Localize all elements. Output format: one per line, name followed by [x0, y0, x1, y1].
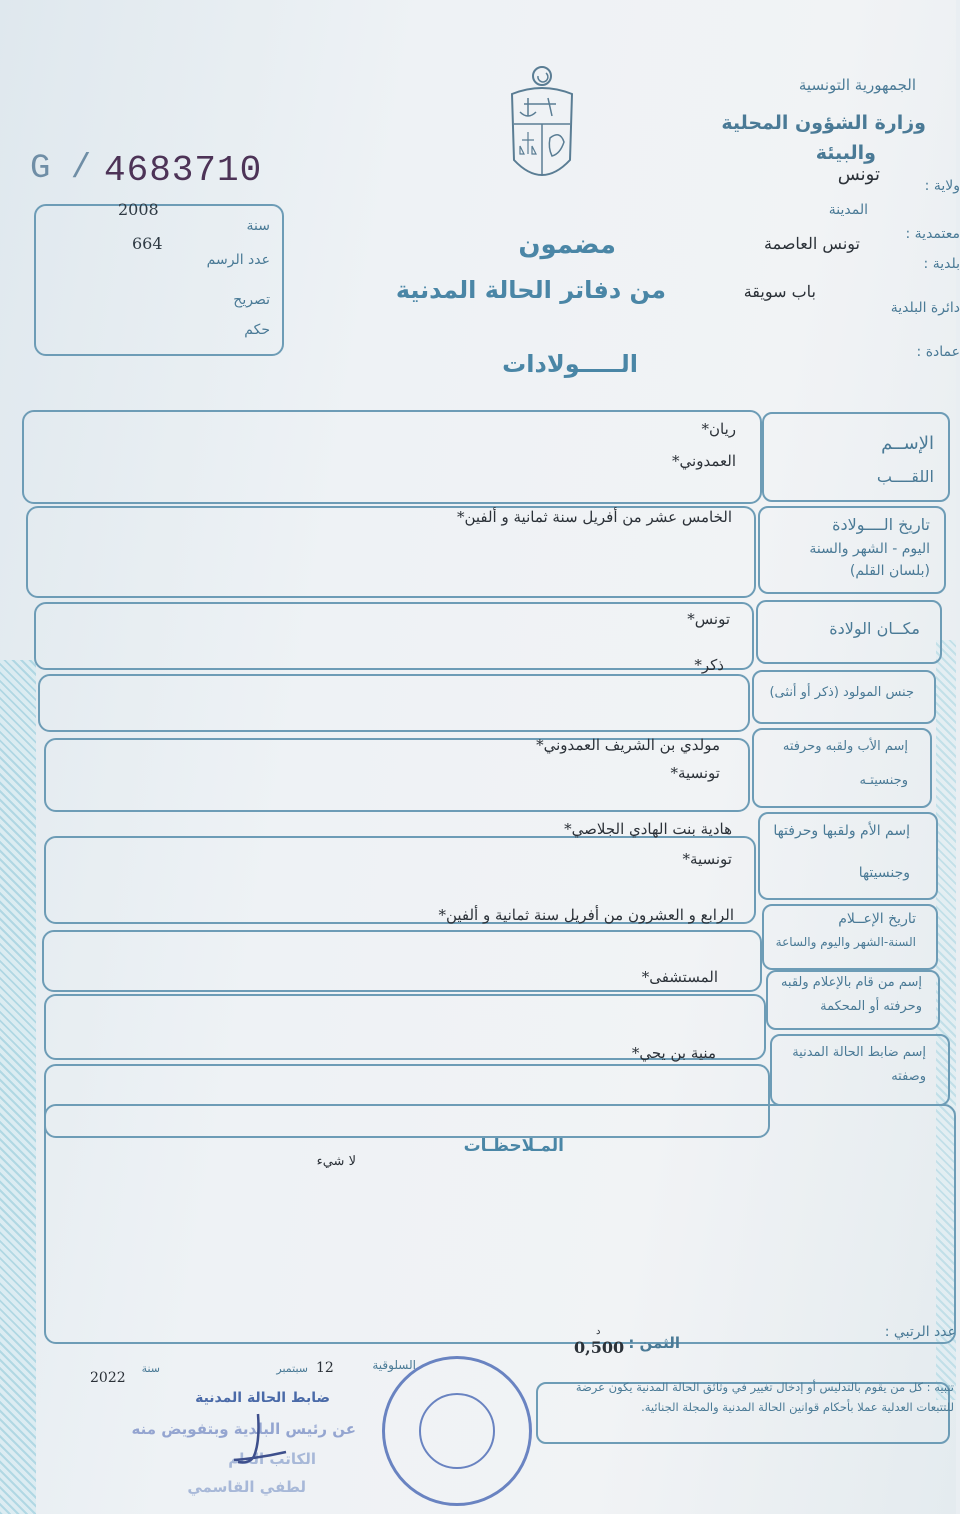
serial-order-label: عدد الرتبي : [884, 1324, 956, 1340]
issue-place: السلوقية [372, 1358, 416, 1372]
remarks-value: لا شيء [316, 1154, 356, 1169]
signature-icon [230, 1412, 290, 1476]
year-value: 2008 [118, 200, 159, 219]
issue-year: 2022 [90, 1370, 126, 1386]
officer-delegation: عن رئيس البلدية وبتفويض منه [131, 1420, 356, 1438]
daira-value: باب سويقة [743, 282, 816, 301]
section-title: الـــــولادات [502, 350, 638, 378]
price-unit: د [596, 1326, 601, 1337]
document-title: مضمون [518, 230, 616, 260]
value-declaration-date: الرابع و العشرون من أفريل سنة ثمانية و ألفين* [438, 906, 734, 924]
value-box-sex [38, 674, 750, 732]
label-birth-date-words: (بلسان القلم) [849, 563, 930, 579]
ministry-name-2: والبيئة [815, 142, 876, 164]
label-birth-date: تاريخ الــــولادة [832, 515, 930, 534]
field-city: المدينة [828, 202, 868, 218]
label-first-name: الإســم [881, 433, 934, 454]
republic-name: الجمهورية التونسية [798, 76, 916, 94]
label-surname: اللقــــب [876, 467, 934, 486]
value-birth-date: الخامس عشر من أفريل سنة ثمانية و ألفين* [456, 508, 732, 526]
price-value: 0,500 [574, 1338, 625, 1357]
document-subtitle: من دفاتر الحالة المدنية [395, 276, 666, 304]
official-stamp-icon [382, 1356, 532, 1506]
security-pattern-left [0, 660, 36, 1514]
issue-day: 12 [316, 1360, 334, 1376]
issue-year-label: سنة [141, 1362, 160, 1375]
record-number-label: عدد الرسم [206, 252, 270, 268]
officer-name: لطفي القاسمي [187, 1478, 306, 1496]
declaration-label: تصريح [233, 292, 270, 308]
record-number-value: 664 [132, 234, 163, 253]
field-omada: عمادة : [916, 344, 960, 360]
field-moatamdia: معتمدية : [905, 226, 960, 242]
value-father: مولدي بن الشريف العمدوني* [536, 736, 720, 754]
moatamdia-value: تونس العاصمة [764, 234, 860, 253]
value-mother: هادية بنت الهادي الجلاصي* [564, 820, 732, 838]
legal-notice: تنبيه : كل من يقوم بالتدليس أو إدخال تغيير في وثائق الحالة المدنية يكون عرضة للتتبعات العدلية عملا بأحكام قوانين الحالة المدنية والمجلة الجنائية. [575, 1380, 954, 1414]
ministry-name: وزارة الشؤون المحلية [721, 112, 926, 134]
field-daira: دائرة البلدية [890, 300, 960, 316]
judgment-label: حكم [244, 322, 270, 338]
wilaya-value: تونس [837, 164, 880, 185]
officer-secretary: الكاتب العام [228, 1450, 316, 1468]
label-sex: جنس المولود (ذكر أو أنثى) [769, 685, 914, 700]
label-declarant: إسم من قام بالإعلام ولقبه [780, 975, 922, 990]
value-box-name [22, 410, 762, 504]
label-father: إسم الأب ولقبه وحرفته [782, 739, 908, 754]
value-father-nationality: تونسية* [670, 764, 720, 782]
value-declarant: المستشفى* [641, 968, 718, 986]
remarks-title: المـلاحظـات [463, 1136, 564, 1156]
value-first-name: ريان* [701, 420, 736, 438]
value-box-birth-place [34, 602, 754, 670]
field-wilaya: ولاية : [924, 178, 960, 194]
label-declaration-date: تاريخ الإعــلام [838, 911, 916, 927]
coat-of-arms-icon [506, 64, 578, 192]
label-officer-2: وصفته [891, 1069, 926, 1084]
label-mother: إسم الأم ولقبها وحرفتها [773, 823, 910, 839]
value-officer: منية بن يحي* [631, 1044, 716, 1062]
serial-number: 4683710 [104, 150, 263, 191]
label-box-name [762, 412, 950, 502]
field-baladia: بلدية : [923, 256, 960, 272]
value-mother-nationality: تونسية* [682, 850, 732, 868]
label-officer: إسم ضابط الحالة المدنية [792, 1045, 926, 1060]
issue-month: سبتمبر [276, 1362, 308, 1375]
label-declaration-date-format: السنة-الشهر واليوم والساعة [775, 935, 916, 949]
label-birth-place: مكــان الولادة [829, 619, 920, 638]
officer-title: ضابط الحالة المدنية [195, 1390, 330, 1406]
price-label: الثمن : [628, 1334, 680, 1352]
serial-prefix: G / [30, 150, 92, 188]
label-mother-nationality: وجنسيتها [858, 865, 910, 881]
label-father-nationality: وجنسيتـه [859, 773, 908, 788]
value-birth-place: تونس* [687, 610, 730, 628]
label-declarant-2: وحرفته أو المحكمة [820, 999, 922, 1014]
year-label: سنة [246, 218, 270, 234]
label-birth-date-format: اليوم - الشهر والسنة [809, 541, 930, 557]
value-sex: ذكر* [694, 656, 724, 674]
value-surname: العمدوني* [672, 452, 736, 470]
